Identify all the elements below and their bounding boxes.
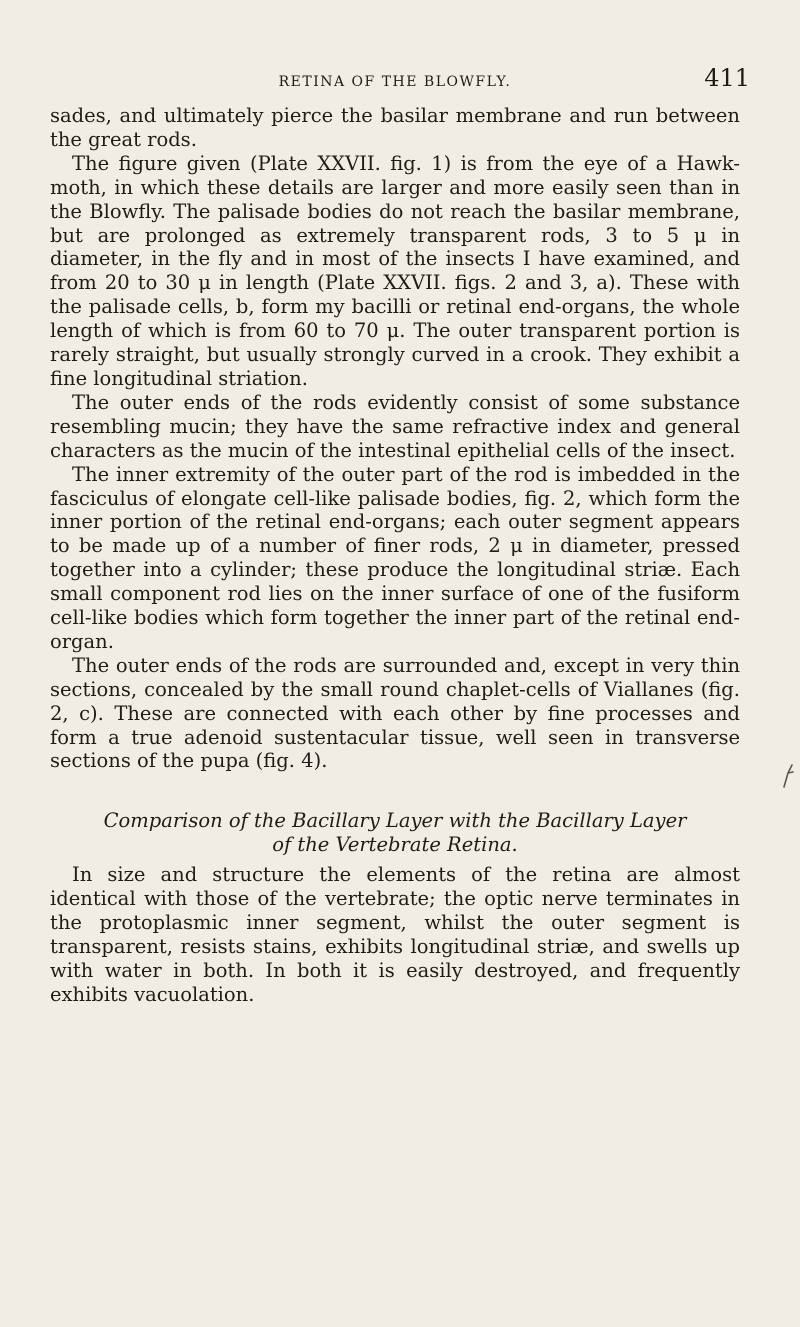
paragraph: The inner extremity of the outer part of the rod is imbedded in the fasciculus of elongate cell-like palisade bodies, fig. 2, which form the inner portion of the retinal end-organs; each outer segment appears to be made up of a number of finer rods, 2 μ in diameter, pressed together into a cylinder; these produce the longitudinal striæ. Each small component rod lies on the inner surface of one of the fusiform cell-like bodies which form together the inner part of the retinal end-organ. [50, 462, 740, 653]
running-head [50, 60, 750, 104]
paragraph: The figure given (Plate XXVII. fig. 1) is from the eye of a Hawk-moth, in which these details are larger and more easily seen than in the Blowfly. The palisade bodies do not reach the basilar membrane, but are prolonged as extremely transparent rods, 3 to 5 μ in diameter, in the fly and in most of the insects I have examined, and from 20 to 30 μ in length (Plate XXVII. figs. 2 and 3, a). These with the palisade cells, b, form my bacilli or retinal end-organs, the whole length of which is from 60 to 70 μ. The outer transparent portion is rarely straight, but usually strongly curved in a crook. They exhibit a fine longitudinal striation. [50, 151, 740, 390]
page-number: 411 [704, 64, 750, 92]
paragraph: In size and structure the elements of the retina are almost identical with those of the vertebrate; the optic nerve terminates in the protoplasmic inner segment, whilst the outer segment is transparent, resists stains, exhibits longitudinal striæ, and swells up with water in both. In both it is easily destroyed, and frequently exhibits vacuolation. [50, 863, 740, 1006]
paragraph: The outer ends of the rods are surrounded and, except in very thin sections, concealed by the small round chaplet-cells of Viallanes (fig. 2, c). These are connected with each other by fine processes and form a true adenoid sustentacular tissue, well seen in transverse sections of the pupa (fig. 4). [50, 653, 740, 773]
section-heading [50, 809, 740, 857]
section-heading-line: of the Vertebrate Retina. [272, 833, 518, 857]
body-text [50, 104, 740, 1007]
paragraph: The outer ends of the rods evidently consist of some substance resembling mucin; they have the same refractive index and general characters as the mucin of the intestinal epithelial cells of the insect. [50, 390, 740, 462]
pencil-mark-icon [778, 763, 796, 791]
paragraph-continuation: sades, and ultimately pierce the basilar membrane and run between the great rods. [50, 104, 740, 151]
running-title: RETINA OF THE BLOWFLY. [278, 74, 512, 90]
section-heading-line: Comparison of the Bacillary Layer with the Bacillary Layer [103, 809, 687, 833]
book-page [50, 60, 750, 1007]
